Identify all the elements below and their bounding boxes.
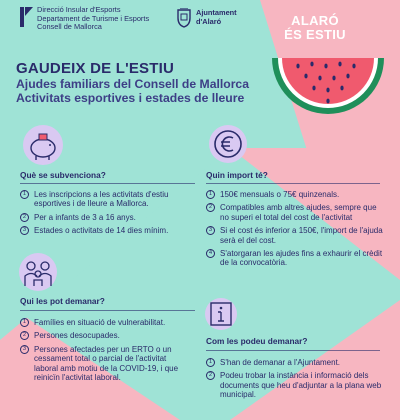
consell-logo-line-2: Departament de Turisme i Esports — [37, 13, 150, 23]
campaign-title — [276, 14, 354, 42]
list-item — [20, 318, 192, 327]
qui-list — [20, 318, 192, 386]
item-number: 2 — [20, 213, 29, 222]
qui-heading: Qui les pot demanar? — [20, 296, 105, 306]
list-item — [206, 249, 386, 268]
item-number: 2 — [20, 331, 29, 340]
list-item — [20, 331, 192, 340]
subtitle-2: Activitats esportives i estades de lleure — [16, 91, 245, 105]
item-text: 150€ mensuals o 75€ quinzenals. — [220, 190, 340, 199]
com-heading: Com les podeu demanar? — [206, 336, 308, 346]
coat-of-arms-icon — [176, 8, 192, 28]
consell-logo-line-3: Consell de Mallorca — [37, 22, 102, 32]
item-text: Estades o activitats de 14 dies mínim. — [34, 226, 169, 236]
item-number: 2 — [206, 371, 215, 380]
list-item — [20, 226, 200, 235]
qui-divider — [20, 310, 195, 311]
list-item — [206, 371, 386, 399]
item-number: 1 — [206, 358, 215, 367]
item-number: 3 — [20, 345, 29, 354]
piggy-bank-icon — [22, 124, 64, 166]
list-item — [206, 226, 386, 245]
ajuntament-logo-line-1: Ajuntament — [196, 8, 237, 18]
list-item — [206, 358, 386, 367]
list-item — [206, 190, 386, 199]
item-text: S'atorgaran les ajudes fins a exhaurir el crèdit de la convocatòria. — [220, 249, 383, 268]
info-icon — [204, 296, 238, 332]
item-number: 3 — [20, 226, 29, 235]
euro-icon — [208, 124, 248, 164]
title-block — [16, 60, 278, 105]
item-text: Per a infants de 3 a 16 anys. — [34, 212, 136, 222]
item-text: S'han de demanar a l'Ajuntament. — [220, 358, 341, 367]
main-title: GAUDEIX DE L'ESTIU — [16, 60, 175, 77]
consell-logo-line-1: Direcció Insular d'Esports — [37, 5, 121, 14]
item-number: 1 — [20, 190, 29, 199]
item-number: 3 — [206, 226, 215, 235]
consell-logo-mark — [20, 6, 33, 28]
subtitle-1: Ajudes familiars del Consell de Mallorca — [16, 77, 249, 91]
campaign-line-1: ALARÓ — [291, 13, 339, 28]
import-list — [206, 190, 386, 272]
item-text: Si el cost és inferior a 150€, l'import de l'ajuda serà el del cost. — [220, 226, 383, 245]
family-icon — [18, 252, 58, 292]
item-number: 1 — [20, 318, 29, 327]
item-number: 4 — [206, 249, 215, 258]
list-item — [20, 345, 192, 383]
item-text: Compatibles amb altres ajudes, sempre que no superi el total del cost de l'activitat — [220, 203, 377, 222]
list-item — [20, 213, 200, 222]
list-item — [206, 203, 386, 222]
ajuntament-alaro-logo — [176, 8, 237, 28]
ajuntament-logo-line-2: d'Alaró — [196, 17, 222, 26]
item-number: 1 — [206, 190, 215, 199]
com-list — [206, 358, 386, 404]
item-text: Podeu trobar la instància i informació dels documents que heu d'adjuntar a la plana web municipal. — [220, 371, 382, 400]
item-number: 2 — [206, 203, 215, 212]
com-divider — [206, 350, 380, 351]
import-divider — [206, 183, 380, 184]
watermelon-illustration — [268, 52, 388, 120]
subvenciona-divider — [20, 183, 195, 184]
item-text: Persones afectades per un ERTO o un cessament total o parcial de l'activitat laboral amb motiu de la COVID-19, i que reinicïn l'activitat laboral. — [34, 344, 179, 383]
list-item — [20, 190, 200, 209]
subvenciona-heading: Què se subvenciona? — [20, 170, 106, 180]
item-text: Famílies en situació de vulnerabilitat. — [34, 318, 166, 327]
consell-de-mallorca-logo — [20, 6, 149, 32]
item-text: Persones desocupades. — [34, 331, 120, 341]
import-heading: Quin import té? — [206, 170, 268, 180]
item-text: Les inscripcions a les activitats d'estiu esportives i de lleure a Mallorca. — [34, 190, 169, 209]
campaign-line-2: ÉS ESTIU — [284, 27, 346, 42]
subvenciona-list — [20, 190, 200, 240]
